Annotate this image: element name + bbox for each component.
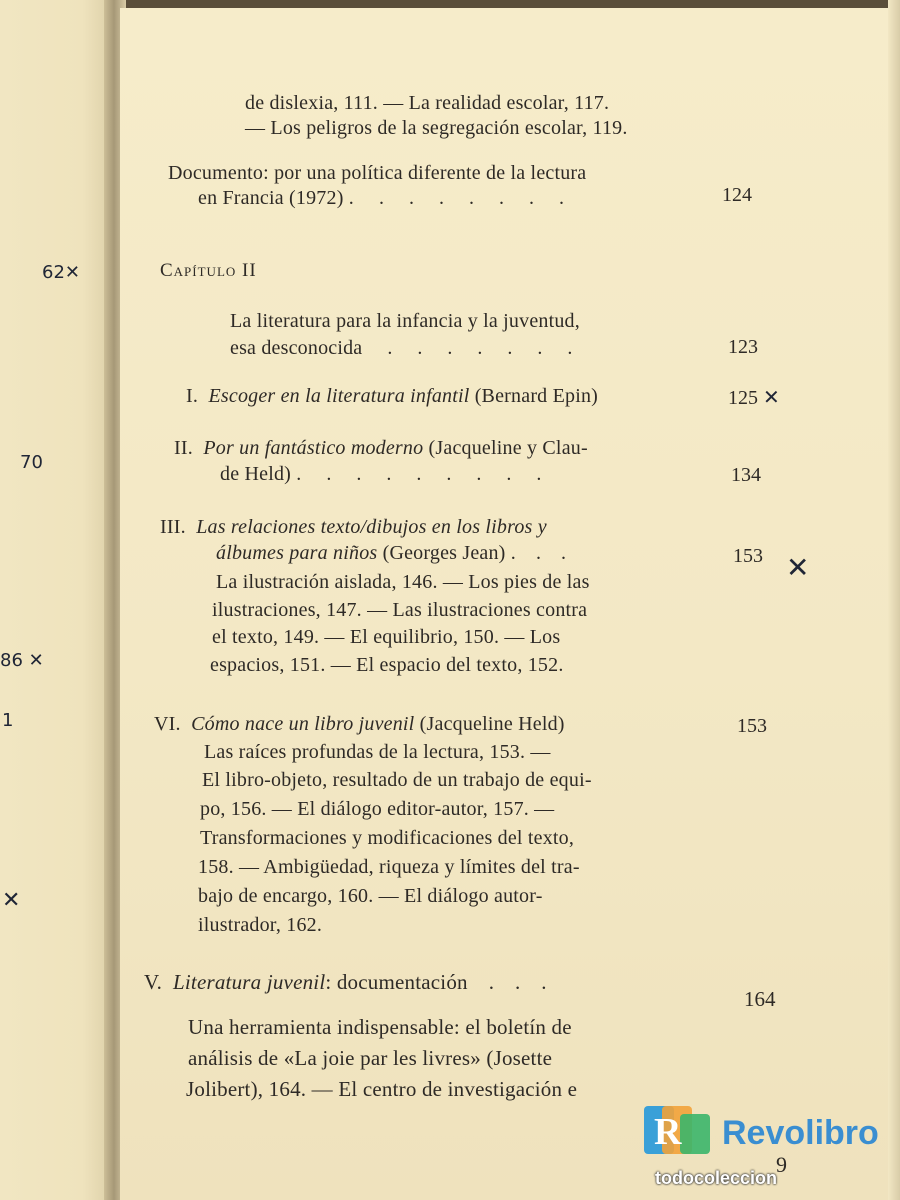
page-edge — [888, 0, 900, 1200]
toc-entry: I. Escoger en la literatura infantil (Bernard Epin) — [186, 385, 599, 407]
revolibro-logo — [640, 1100, 890, 1168]
toc-entry: III. Las relaciones texto/dibujos en los libros y — [160, 516, 547, 538]
toc-line: La ilustración aislada, 146. — Los pies de las — [216, 571, 590, 593]
page-ref: 153 — [737, 715, 767, 737]
page-ref: 134 — [731, 464, 761, 486]
toc-line: Las raíces profundas de la lectura, 153. — — [204, 741, 551, 763]
chapter-title: La literatura para la infancia y la juventud, — [230, 310, 580, 332]
revolibro-wordmark: Revolibro — [722, 1114, 879, 1152]
toc-line: álbumes para niños (Georges Jean) . . . — [216, 542, 566, 564]
margin-note-70: 70 — [20, 452, 43, 473]
page-ref: 153 — [733, 545, 763, 567]
cross-mark-icon: ✕ — [786, 551, 810, 584]
page-ref: 124 — [722, 184, 752, 206]
toc-line: en Francia (1972) . . . . . . . . — [198, 187, 564, 209]
toc-entry: VI. Cómo nace un libro juvenil (Jacqueline Held) — [154, 713, 565, 735]
revolibro-logo-icon — [640, 1100, 720, 1160]
toc-line: — Los peligros de la segregación escolar, 119. — [245, 117, 628, 139]
toc-line: bajo de encargo, 160. — El diálogo autor- — [198, 885, 543, 907]
toc-line: Una herramienta indispensable: el boletín de — [188, 1015, 572, 1039]
left-page — [0, 0, 118, 1200]
cross-mark-icon: ✕ — [64, 262, 80, 283]
toc-entry: V. Literatura juvenil: documentación . . . — [144, 970, 547, 994]
cross-mark-icon: ✕ — [2, 888, 21, 913]
margin-note-62: 62✕ — [42, 262, 80, 283]
toc-line: el texto, 149. — El equilibrio, 150. — Los — [212, 626, 561, 648]
toc-line: El libro-objeto, resultado de un trabajo de equi- — [202, 769, 592, 791]
cross-mark-icon: ✕ — [763, 385, 780, 409]
page-ref: 164 — [744, 987, 776, 1011]
watermark: todocoleccion — [655, 1168, 778, 1188]
margin-note-86: 86 ✕ — [0, 650, 44, 671]
toc-line: espacios, 151. — El espacio del texto, 152. — [210, 654, 564, 676]
toc-line: ilustrador, 162. — [198, 914, 323, 936]
cross-mark-icon: ✕ — [28, 650, 44, 671]
toc-line: análisis de «La joie par les livres» (Josette — [188, 1046, 553, 1070]
toc-line: de dislexia, 111. — La realidad escolar, 117. — [245, 92, 610, 114]
page-number: 9 — [776, 1152, 787, 1177]
chapter-heading: Capítulo II — [160, 260, 257, 281]
toc-line: de Held) . . . . . . . . . — [220, 463, 542, 485]
svg-text:R: R — [654, 1111, 682, 1153]
toc-line: Documento: por una política diferente de la lectura — [168, 162, 587, 184]
toc-entry: II. Por un fantástico moderno (Jacqueline y Clau- — [174, 437, 588, 459]
page-ref: 125 ✕ — [728, 385, 780, 409]
page-ref: 123 — [728, 336, 758, 358]
margin-note-1: 1 — [2, 710, 14, 731]
toc-line: Jolibert), 164. — El centro de investigación e — [186, 1077, 578, 1101]
chapter-title: esa desconocida . . . . . . . — [230, 337, 573, 359]
toc-line: po, 156. — El diálogo editor-autor, 157. — — [200, 798, 555, 820]
toc-line: Transformaciones y modificaciones del texto, — [200, 827, 575, 849]
toc-line: 158. — Ambigüedad, riqueza y límites del tra- — [198, 856, 580, 878]
toc-line: ilustraciones, 147. — Las ilustraciones contra — [212, 599, 588, 621]
